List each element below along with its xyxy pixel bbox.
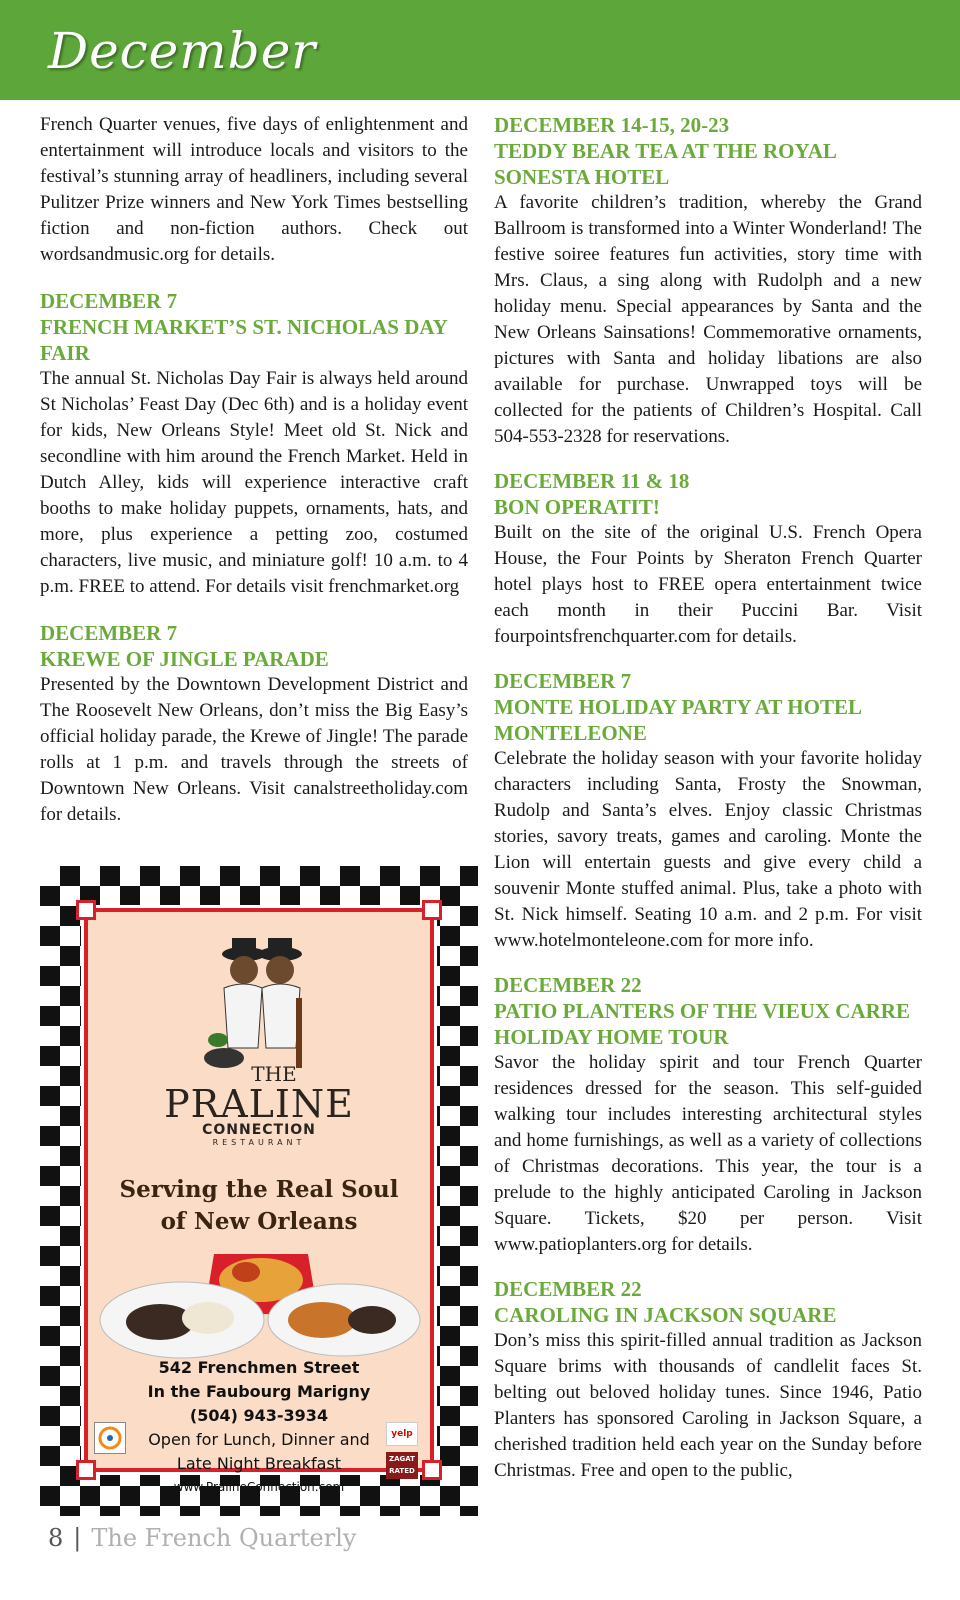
event-body: Celebrate the holiday season with your favorite holiday characters including Santa, Frosty the Snowman, Rudolp and Santa’s elves. Enjoy classic Christmas stories, savory treats, games and caroling. Monte the Lion will entertain guests and give every child a souvenir Monte stuffed animal. Plus, take a photo with St. Nick himself. Seating 10 a.m. and 2 p.m. For visit www.hotelmonteleone.com for more info.	[494, 748, 922, 951]
event-body: The annual St. Nicholas Day Fair is always held around St Nicholas’ Feast Day (Dec 6th) and is a holiday event for kids, New Orleans Style! Meet old St. Nick and secondline with him around the French Market. Held in Dutch Alley, kids will experience interactive craft booths to make holiday puppets, ornaments, hats, and more, plus experience a petting zoo, costumed characters, live music, and miniature golf! 10 a.m. to 4 p.m. FREE to attend. For details visit frenchmarket.org	[40, 368, 468, 597]
event-body: Presented by the Downtown Development District and The Roosevelt New Orleans, don’t miss the Big Easy’s official holiday parade, the Krewe of Jingle! The parade rolls at 1 p.m. and travels through the streets of Downtown New Orleans. Visit canalstreetholiday.com for details.	[40, 674, 468, 825]
zagat-badge-icon	[386, 1452, 418, 1479]
event-body: Built on the site of the original U.S. French Opera House, the Four Points by Sheraton French Quarter hotel plays host to FREE opera entertainment twice each month in their Puccini Bar. Visit fourpointsfrenchquarter.com for details.	[494, 522, 922, 647]
zagat-badge-text: RATED	[389, 1467, 415, 1475]
ad-phone: (504) 943-3934	[189, 1406, 329, 1425]
yelp-badge-icon: yelp	[386, 1422, 418, 1446]
page-footer	[48, 1524, 356, 1552]
ad-neighborhood: In the Faubourg Marigny	[147, 1382, 371, 1401]
event-date: DECEMBER 7	[40, 289, 178, 313]
ad-logo	[88, 1062, 430, 1147]
event-title: CAROLING IN JACKSON SQUARE	[494, 1303, 837, 1327]
banner-title: December	[48, 22, 317, 80]
event-title: BON OPERATIT!	[494, 495, 660, 519]
ad-slogan	[88, 1174, 430, 1238]
zagat-badge-text: ZAGAT	[389, 1455, 415, 1463]
event-caroling-jackson-square	[494, 1276, 922, 1484]
event-title: FRENCH MARKET’S ST. NICHOLAS DAY FAIR	[40, 315, 448, 365]
event-date: DECEMBER 7	[494, 669, 632, 693]
ad-logo-restaurant: RESTAURANT	[212, 1138, 306, 1147]
ad-address: 542 Frenchmen Street	[158, 1358, 360, 1377]
event-title: PATIO PLANTERS OF THE VIEUX CARRE HOLIDAY HOME TOUR	[494, 999, 910, 1049]
event-monte-holiday-party	[494, 668, 922, 954]
event-patio-planters-tour	[494, 972, 922, 1258]
event-date: DECEMBER 7	[40, 621, 178, 645]
tripadvisor-badge-icon	[94, 1422, 126, 1454]
ad-slogan-line: Serving the Real Soul	[119, 1176, 399, 1203]
event-date: DECEMBER 22	[494, 1277, 642, 1301]
ad-logo-the: THE	[251, 1062, 297, 1086]
ad-panel	[84, 908, 434, 1494]
month-banner	[0, 0, 960, 100]
event-krewe-of-jingle	[40, 620, 468, 828]
ad-contact-info	[88, 1356, 430, 1498]
praline-connection-ad	[40, 866, 478, 1516]
event-body: Savor the holiday spirit and tour French Quarter residences dressed for the season. This self-guided walking tour includes interesting architectural styles and home furnishings, as well as a variety of collections of Christmas decorations. This year, the tour is a prelude to the highly anticipated Caroling in Jackson Square. Tickets, $20 per person. Visit www.patioplanters.org for details.	[494, 1052, 922, 1255]
ad-hours: Late Night Breakfast	[176, 1454, 342, 1473]
event-title: TEDDY BEAR TEA AT THE ROYAL SONESTA HOTEL	[494, 139, 836, 189]
ad-hours: Open for Lunch, Dinner and	[148, 1430, 370, 1449]
food-plates-image	[96, 1244, 422, 1364]
ad-corner-ornament	[76, 900, 96, 920]
footer-separator: |	[73, 1524, 82, 1552]
ad-corner-ornament	[422, 900, 442, 920]
event-body: A favorite children’s tradition, whereby the Grand Ballroom is transformed into a Winter Wonderland! The festive soiree features fun activities, story time with Mrs. Claus, a sing along with Rudolph and a new holiday menu. Special appearances by Santa and the New Orleans Sainsations! Commemorative ornaments, pictures with Santa and holiday libations are also available for purchase. Unwrapped toys will be collected for the patients of Children’s Hospital. Call 504-553-2328 for reservations.	[494, 192, 922, 447]
event-body: Don’s miss this spirit-filled annual tradition as Jackson Square brims with thousands of candlelit faces St. belting out beloved holiday tunes. Since 1946, Patio Planters has sponsored Caroling in Jackson Square, a cherished tradition held each year on the Sunday before Christmas. Free and open to the public,	[494, 1330, 922, 1481]
ad-slogan-line: of New Orleans	[160, 1208, 358, 1235]
right-column	[494, 112, 922, 1484]
event-date: DECEMBER 22	[494, 973, 642, 997]
event-date: DECEMBER 14-15, 20-23	[494, 113, 730, 137]
event-st-nicholas-fair	[40, 288, 468, 600]
ad-website: www.PralineConnection.com	[173, 1480, 345, 1494]
event-date: DECEMBER 11 & 18	[494, 469, 690, 493]
event-title: KREWE OF JINGLE PARADE	[40, 647, 329, 671]
publication-name: The French Quarterly	[91, 1524, 357, 1552]
left-column	[40, 112, 468, 828]
page-number: 8	[48, 1524, 64, 1552]
ad-logo-name: PRALINE	[164, 1082, 354, 1126]
intro-paragraph: French Quarter venues, five days of enlightenment and entertainment will introduce locals and visitors to the festival’s stunning array of headliners, including several Pulitzer Prize winners and New York Times bestselling fiction and non-fiction authors. Check out wordsandmusic.org for details.	[40, 114, 468, 265]
event-teddy-bear-tea	[494, 112, 922, 450]
chef-illustration	[188, 928, 338, 1078]
event-bon-operatit	[494, 468, 922, 650]
ad-logo-connection: CONNECTION	[202, 1122, 316, 1138]
event-title: MONTE HOLIDAY PARTY AT HOTEL MONTELEONE	[494, 695, 861, 745]
